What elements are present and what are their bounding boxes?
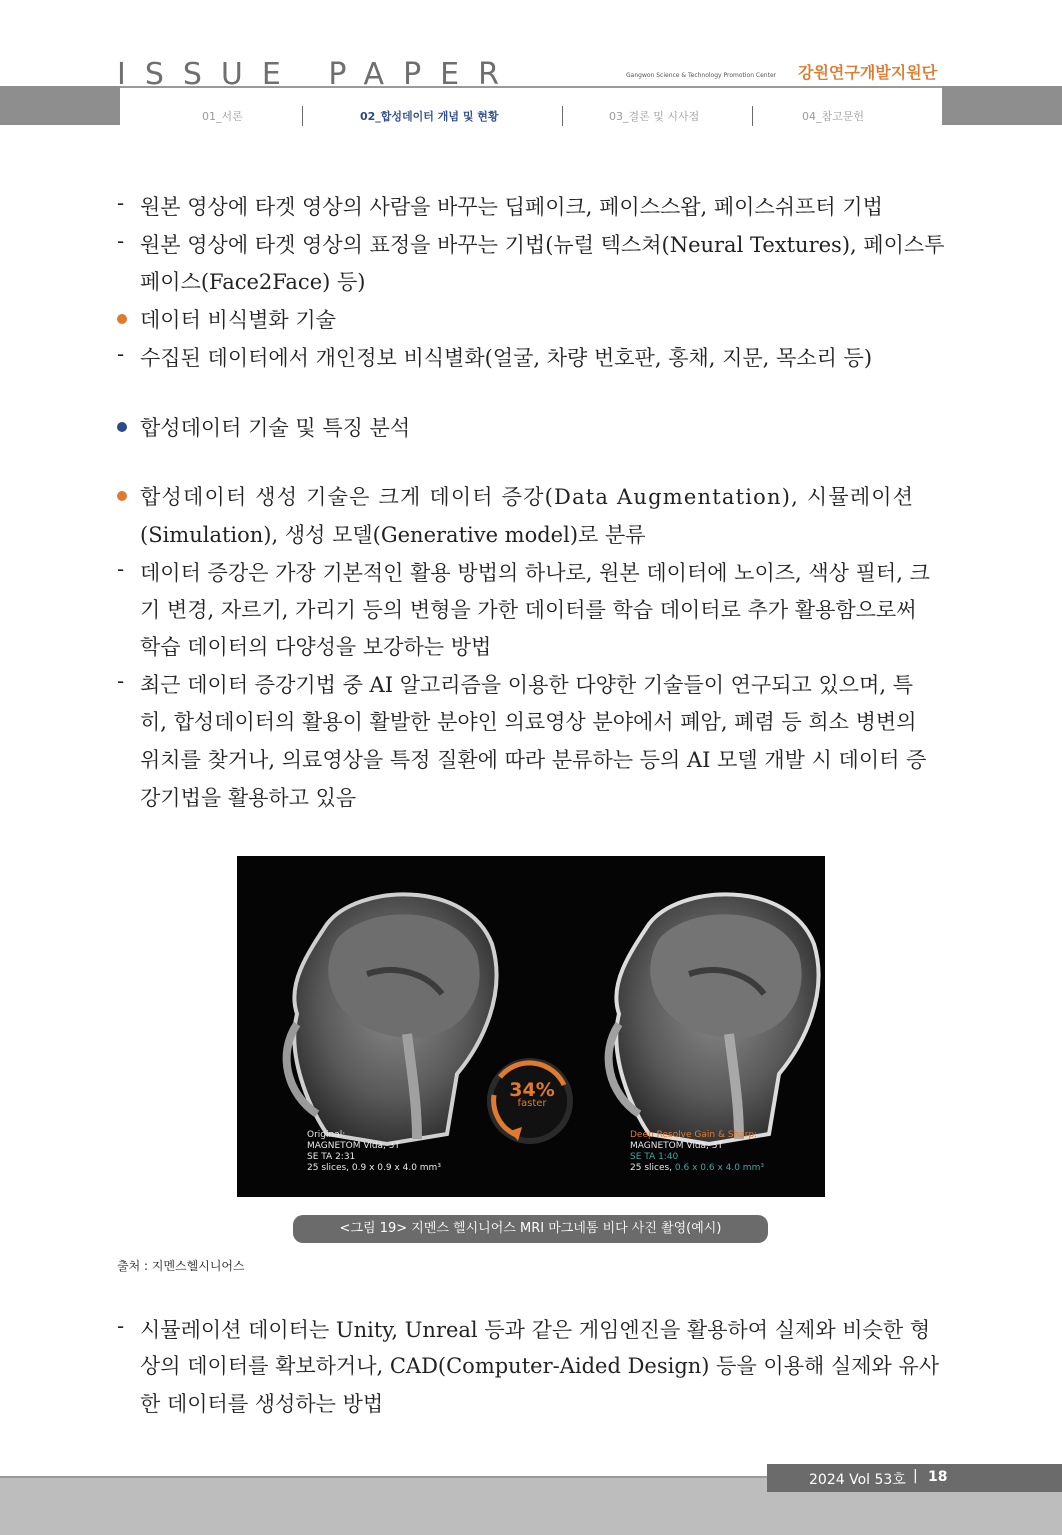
body-line: 강기법을 활용하고 있음 — [140, 786, 357, 810]
right-label-title: Deep Resolve Gain & Sharp: — [630, 1130, 758, 1140]
body-line: 페이스(Face2Face) 등) — [140, 270, 366, 294]
dash-marker: - — [117, 557, 125, 581]
nav-divider — [752, 106, 753, 126]
header-band-left — [0, 86, 120, 125]
dash-marker: - — [117, 342, 125, 366]
dash-marker: - — [117, 1314, 125, 1338]
left-label-title: Original: — [307, 1130, 346, 1140]
body-line: 원본 영상에 타겟 영상의 사람을 바꾸는 딥페이크, 페이스스왑, 페이스쉬프터 기법 — [140, 195, 883, 219]
org-english-name: Gangwon Science & Technology Promotion Center — [626, 72, 777, 79]
nav-divider — [562, 106, 563, 126]
right-label-device: MAGNETOM Vida, 3T — [630, 1141, 723, 1151]
body-line: 상의 데이터를 확보하거나, CAD(Computer-Aided Design) 등을 이용해 실제와 유사 — [140, 1354, 940, 1378]
section-heading: 합성데이터 기술 및 특징 분석 — [140, 416, 411, 440]
section-nav — [120, 100, 942, 130]
right-label-ta: SE TA 1:40 — [630, 1152, 679, 1162]
right-label-slices-size: 0.6 x 0.6 x 4.0 mm³ — [674, 1163, 764, 1173]
body-line: 한 데이터를 생성하는 방법 — [140, 1392, 384, 1416]
org-korean-name: 강원연구개발지원단 — [798, 63, 938, 82]
issue-paper-title: ISSUE PAPER — [117, 58, 518, 86]
right-label-slices-count: 25 slices, — [630, 1163, 675, 1173]
nav-item-conclusion[interactable]: 03_결론 및 시사점 — [609, 110, 700, 123]
body-line: (Simulation), 생성 모델(Generative model)로 분류 — [140, 523, 646, 547]
blue-bullet-icon — [117, 422, 127, 432]
dash-marker: - — [117, 229, 125, 253]
body-line: 히, 합성데이터의 활용이 활발한 분야인 의료영상 분야에서 폐암, 폐렴 등 희소 병변의 — [140, 710, 917, 734]
left-label-slices: 25 slices, 0.9 x 0.9 x 4.0 mm³ — [307, 1163, 441, 1173]
badge-text: faster — [517, 1098, 547, 1109]
orange-bullet-icon — [117, 491, 127, 501]
dash-marker: - — [117, 669, 125, 693]
body-line: 합성데이터 생성 기술은 크게 데이터 증강(Data Augmentation), 시뮬레이션 — [140, 485, 915, 509]
mri-comparison-image — [237, 856, 825, 1197]
badge-value: 34% — [509, 1079, 555, 1101]
body-line: 최근 데이터 증강기법 중 AI 알고리즘을 이용한 다양한 기술들이 연구되고 있으며, 특 — [140, 673, 913, 697]
body-line: 원본 영상에 타겟 영상의 표정을 바꾸는 기법(뉴럴 텍스쳐(Neural Textures), 페이스투 — [140, 233, 945, 257]
right-label-slices — [630, 1163, 764, 1174]
orange-bullet-icon — [117, 314, 127, 324]
footer-page-box — [767, 1464, 1062, 1492]
body-line: 기 변경, 자르기, 가리기 등의 변형을 가한 데이터를 학습 데이터로 추가 활용함으로써 — [140, 598, 917, 622]
body-line: 데이터 증강은 가장 기본적인 활용 방법의 하나로, 원본 데이터에 노이즈, 색상 필터, 크 — [140, 561, 930, 585]
body-line: 데이터 비식별화 기술 — [140, 308, 336, 332]
left-label-device: MAGNETOM Vida, 3T — [307, 1141, 400, 1151]
nav-item-synthetic-data[interactable]: 02_합성데이터 개념 및 현황 — [360, 110, 499, 123]
nav-divider — [302, 106, 303, 126]
body-line: 학습 데이터의 다양성을 보강하는 방법 — [140, 635, 492, 659]
page-number: 18 — [928, 1469, 948, 1485]
header-band-right — [942, 86, 1062, 125]
footer-separator: | — [913, 1468, 918, 1484]
issue-number: 2024 Vol 53호 — [809, 1472, 906, 1488]
figure-caption: <그림 19> 지멘스 헬시니어스 MRI 마그네톰 비다 사진 촬영(예시) — [293, 1215, 768, 1243]
mri-head-original — [287, 894, 497, 1144]
header-rule — [120, 86, 942, 88]
dash-marker: - — [117, 191, 125, 215]
figure-source: 출처 : 지멘스헬시니어스 — [117, 1259, 245, 1273]
body-line: 시뮬레이션 데이터는 Unity, Unreal 등과 같은 게임엔진을 활용하여 실제와 비슷한 형 — [140, 1318, 931, 1342]
left-label-ta: SE TA 2:31 — [307, 1152, 356, 1162]
body-line: 위치를 찾거나, 의료영상을 특정 질환에 따라 분류하는 등의 AI 모델 개발 시 데이터 증 — [140, 748, 927, 772]
nav-item-intro[interactable]: 01_서론 — [202, 110, 243, 123]
nav-item-references[interactable]: 04_참고문헌 — [802, 110, 865, 123]
mri-head-enhanced — [609, 894, 819, 1144]
body-line: 수집된 데이터에서 개인정보 비식별화(얼굴, 차량 번호판, 홍채, 지문, 목소리 등) — [140, 346, 873, 370]
